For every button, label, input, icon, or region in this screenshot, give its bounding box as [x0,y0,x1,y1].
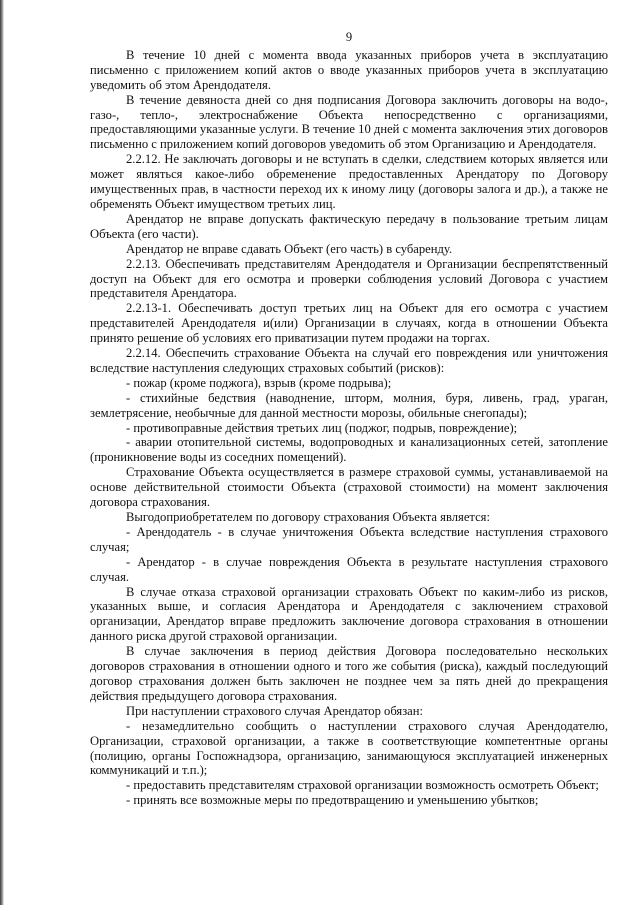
list-item: - принять все возможные меры по предотвращению и уменьшению убытков; [126,793,539,808]
list-item: - предоставить представителям страховой организации возможность осмотреть Объект; [126,778,599,793]
paragraph: Арендатор не вправе допускать фактическую передачу в пользование третьим лицам Объекта (его части). [90,211,608,241]
list-item: - незамедлительно сообщить о наступлении страхового случая Арендодателю, Организации, страховой организации, а также в соответствующие компетентные органы (полицию, органы Госпожнадзора, организацию, занимающуюся эксплуатацией инженерных коммуникаций и т.п.); [90,718,608,778]
page-number: 9 [345,30,353,44]
scan-left-edge [0,0,4,905]
list-item: - стихийные бедствия (наводнение, шторм, молния, буря, ливень, град, ураган, землетрясение, необычные для данной местности морозы, обильные снегопады); [90,390,608,420]
document-page [90,30,608,808]
paragraph: 2.2.13-1. Обеспечивать доступ третьих лиц на Объект для его осмотра с участием представителей Арендодателя и(или) Организации в случаях, когда в отношении Объекта принято решение об условиях его приватизации путем продажи на торгах. [90,301,608,346]
list-item: - пожар (кроме поджога), взрыв (кроме подрыва); [126,375,392,390]
paragraph: В случае отказа страховой организации страховать Объект по каким-либо из рисков, указанных выше, и согласия Арендатора и Арендодателя с заключением страховой организации, Арендатор вправе предложить заключение договора страхования в отношении данного риска другой страховой организации. [90,584,608,644]
list-item: - Арендатор - в случае повреждения Объекта в результате наступления страхового случая. [90,554,608,584]
paragraph: 2.2.13. Обеспечивать представителям Арендодателя и Организации беспрепятственный доступ на Объект для его осмотра и проверки соблюдения условий Договора с участием представителя Арендатора. [90,256,608,301]
paragraph: 2.2.12. Не заключать договоры и не вступать в сделки, следствием которых является или может являться какое-либо обременение предоставленных Арендатору по Договору имущественных прав, в частности переход их к иному лицу (договоры залога и др.), а также не обременять Объект имуществом третьих лиц. [90,152,608,211]
paragraph: В случае заключения в период действия Договора последовательно нескольких договоров страхования в отношении одного и того же события (риска), каждый последующий договор страхования должен быть заключен не позднее чем за пять дней до прекращения действия предыдущего договора страхования. [90,644,608,703]
paragraph: В течение 10 дней с момента ввода указанных приборов учета в эксплуатацию письменно с приложением копий актов о вводе указанных приборов учета в эксплуатацию уведомить об этом Арендодателя. [90,47,608,92]
paragraph: Выгодоприобретателем по договору страхования Объекта является: [126,510,490,524]
list-item: - аварии отопительной системы, водопроводных и канализационных сетей, затопление (проникновение воды из соседних помещений). [90,435,608,465]
paragraph: В течение девяноста дней со дня подписания Договора заключить договоры на водо-, газо-, тепло-, электроснабжение Объекта непосредственно с организациями, предоставляющими указанные услуги. В течение 10 дней с момента заключения этих договоров письменно с приложением копий договоров уведомить об этом Организацию и Арендодателя. [90,92,608,152]
list-item: - Арендодатель - в случае уничтожения Объекта вследствие наступления страхового случая; [90,524,608,554]
paragraph: При наступлении страхового случая Арендатор обязан: [126,703,424,718]
paragraph: 2.2.14. Обеспечить страхование Объекта на случай его повреждения или уничтожения вследствие наступления следующих страховых событий (рисков): [90,346,608,375]
paragraph: Арендатор не вправе сдавать Объект (его часть) в субаренду. [126,241,453,256]
list-item: - противоправные действия третьих лиц (поджог, подрыв, повреждение); [126,420,518,435]
paragraph: Страхование Объекта осуществляется в размере страховой суммы, устанавливаемой на основе действительной стоимости Объекта (страховой стоимости) на момент заключения договора страхования. [90,465,608,510]
